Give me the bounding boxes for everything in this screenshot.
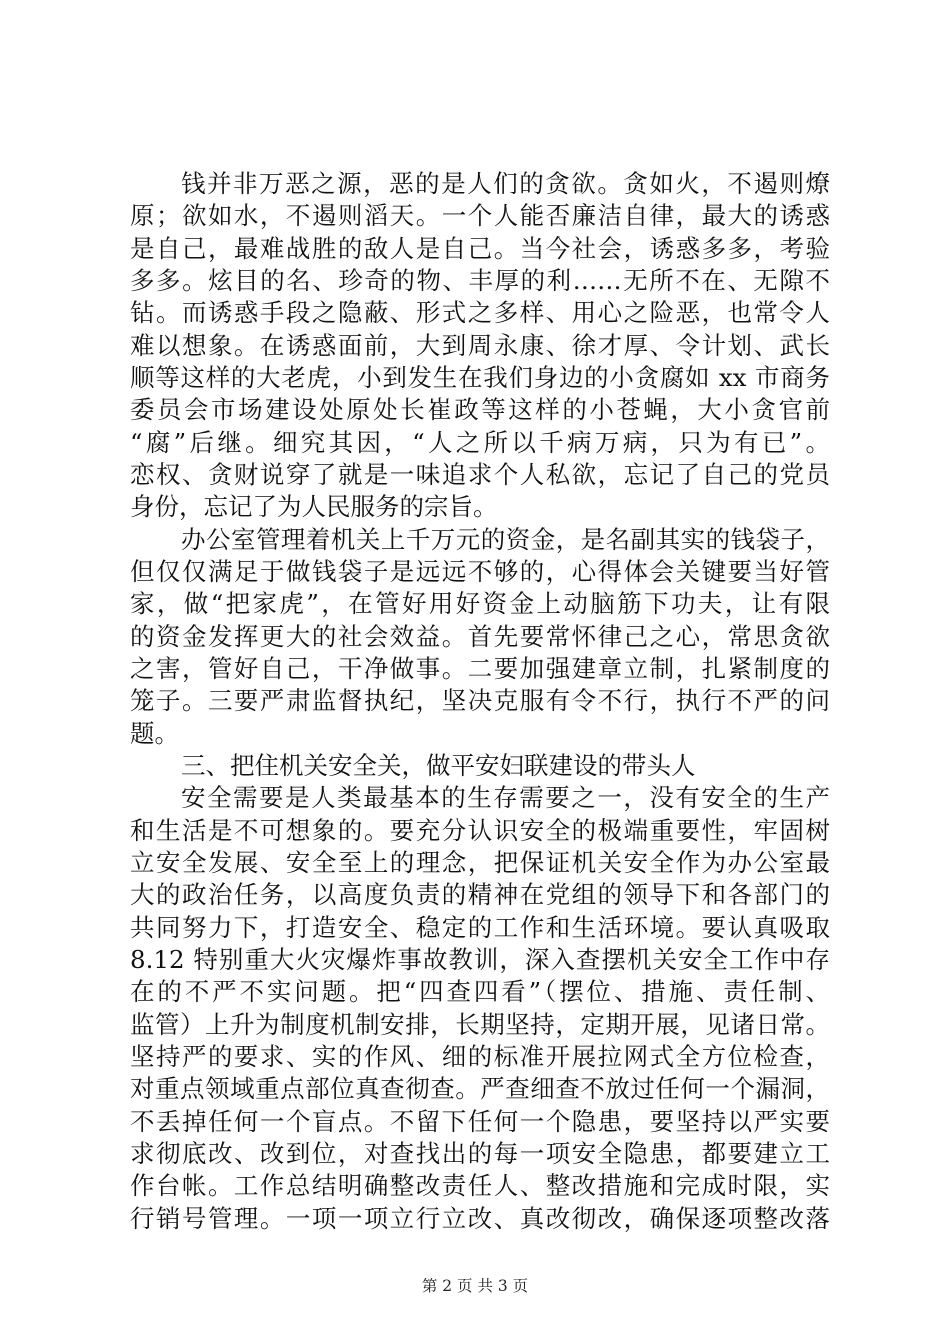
text-line: 坚持严的要求、实的作风、细的标准开展拉网式全方位检查， (130, 1041, 830, 1071)
text-line: 顺等这样的大老虎，小到发生在我们身边的小贪腐如 xx 市商务 (130, 362, 830, 392)
text-line: 办公室管理着机关上千万元的资金，是名副其实的钱袋子， (181, 524, 830, 554)
text-line: 委员会市场建设处原处长崔政等这样的小苍蝇，大小贪官前 (130, 395, 830, 425)
text-line: 作台帐。工作总结明确整改责任人、整改措施和完成时限，实 (130, 1171, 830, 1201)
text-line: 题。 (130, 718, 179, 748)
text-line: “腐”后继。细究其因，“人之所以千病万病，只为有已”。 (130, 427, 830, 457)
text-line: 和生活是不可想象的。要充分认识安全的极端重要性，牢固树 (130, 815, 830, 845)
text-line: 求彻底改、改到位，对查找出的每一项安全隐患，都要建立工 (130, 1138, 830, 1168)
text-line: 钱并非万恶之源，恶的是人们的贪欲。贪如火，不遏则燎 (181, 169, 830, 198)
text-line: 三、把住机关安全关，做平安妇联建设的带头人 (181, 750, 696, 780)
text-line: 原；欲如水，不遏则滔天。一个人能否廉洁自律，最大的诱惑 (130, 201, 830, 231)
text-line: 的资金发挥更大的社会效益。首先要常怀律己之心，常思贪欲 (130, 621, 830, 651)
text-line: 对重点领域重点部位真查彻查。严查细查不放过任何一个漏洞， (130, 1074, 830, 1104)
text-line: 多多。炫目的名、珍奇的物、丰厚的利……无所不在、无隙不 (130, 265, 830, 295)
text-line: 行销号管理。一项一项立行立改、真改彻改，确保逐项整改落 (130, 1203, 830, 1233)
text-line: 身份，忘记了为人民服务的宗旨。 (130, 492, 498, 522)
text-line: 钻。而诱惑手段之隐蔽、形式之多样、用心之险恶，也常令人 (130, 298, 830, 328)
text-line: 难以想象。在诱惑面前，大到周永康、徐才厚、令计划、武长 (130, 330, 830, 360)
text-line: 家，做“把家虎”，在管好用好资金上动脑筋下功夫，让有限 (130, 589, 830, 619)
text-line: 大的政治任务，以高度负责的精神在党组的领导下和各部门的 (130, 880, 830, 910)
text-line: 在的不严不实问题。把“四查四看”（摆位、措施、责任制、 (130, 977, 830, 1007)
document-body (130, 168, 830, 1235)
text-line: 立安全发展、安全至上的理念，把保证机关安全作为办公室最 (130, 847, 830, 877)
page-footer: 第 2 页 共 3 页 (421, 1277, 529, 1295)
text-line: 不丢掉任何一个盲点。不留下任何一个隐患，要坚持以严实要 (130, 1106, 830, 1136)
text-line: 是自己，最难战胜的敌人是自己。当今社会，诱惑多多，考验 (130, 233, 830, 263)
text-line: 8.12 特别重大火灾爆炸事故教训，深入查摆机关安全工作中存 (130, 944, 830, 974)
text-line: 共同努力下，打造安全、稳定的工作和生活环境。要认真吸取 (130, 912, 830, 942)
text-line: 安全需要是人类最基本的生存需要之一，没有安全的生产 (181, 783, 830, 813)
text-line: 恋权、贪财说穿了就是一味追求个人私欲，忘记了自己的党员 (130, 459, 830, 489)
text-line: 监管）上升为制度机制安排，长期坚持，定期开展，见诸日常。 (130, 1009, 830, 1039)
text-line: 但仅仅满足于做钱袋子是远远不够的，心得体会关键要当好管 (130, 556, 830, 586)
text-line: 笼子。三要严肃监督执纪，坚决克服有令不行，执行不严的问 (130, 686, 830, 716)
text-line: 之害，管好自己，干净做事。二要加强建章立制，扎紧制度的 (130, 653, 830, 683)
